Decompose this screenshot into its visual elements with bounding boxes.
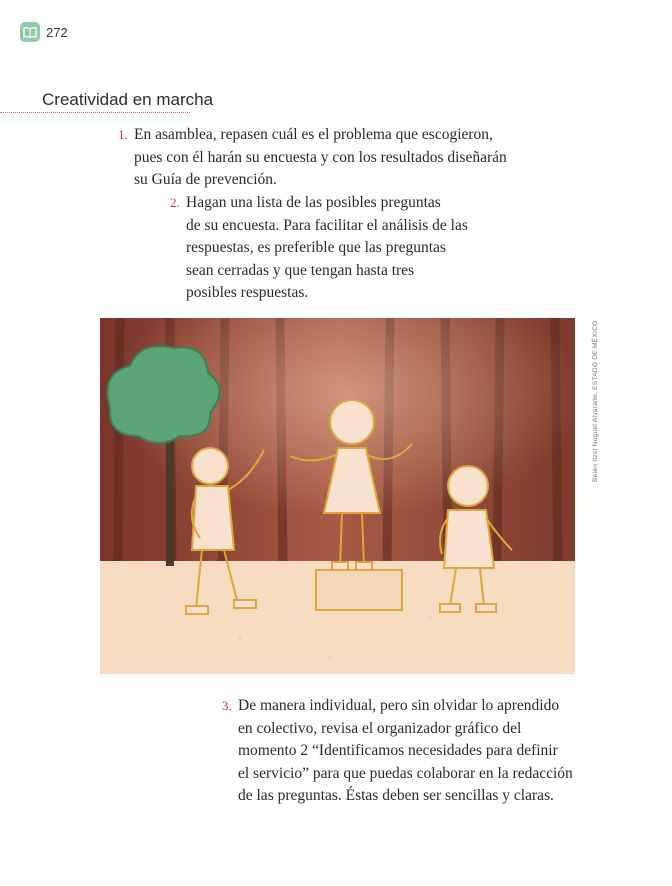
item-number: 1.: [118, 127, 128, 142]
list-item-3: [222, 695, 573, 808]
item-text-line: momento 2 “Identificamos necesidades para definir: [238, 742, 558, 759]
item-number: 2.: [170, 195, 180, 210]
stage-illustration: [100, 318, 575, 674]
section-title: Creatividad en marcha: [42, 90, 214, 109]
item-text-line: posibles respuestas.: [186, 284, 309, 301]
illustration-credit: Belén Itzel Noguel Alvarado, ESTADO DE MÉXICO: [592, 320, 599, 482]
item-text-line: En asamblea, repasen cuál es el problema que escogieron,: [134, 126, 493, 143]
item-text-line: pues con él harán su encuesta y con los resultados diseñarán: [134, 148, 507, 166]
item-text-line: sean cerradas y que tengan hasta tres: [186, 261, 415, 279]
page-number: 272: [46, 24, 68, 40]
book-icon: [20, 22, 40, 42]
item-number: 3.: [222, 698, 232, 713]
section-divider: [0, 112, 190, 113]
item-text-line: su Guía de prevención.: [134, 171, 277, 188]
item-text-line: respuestas, es preferible que las preguntas: [186, 239, 446, 256]
item-text-line: en colectivo, revisa el organizador gráfico del: [238, 719, 522, 737]
list-item-1: [118, 124, 507, 192]
list-item-2: [170, 192, 468, 305]
item-text-line: de las preguntas. Éstas deben ser sencillas y claras.: [238, 787, 554, 804]
item-text-line: Hagan una lista de las posibles preguntas: [186, 194, 441, 211]
page-header: [20, 22, 68, 42]
item-text-line: de su encuesta. Para facilitar el análisis de las: [186, 216, 468, 234]
item-text-line: el servicio” para que puedas colaborar en la redacción: [238, 764, 573, 782]
item-text-line: De manera individual, pero sin olvidar lo aprendido: [238, 697, 560, 714]
